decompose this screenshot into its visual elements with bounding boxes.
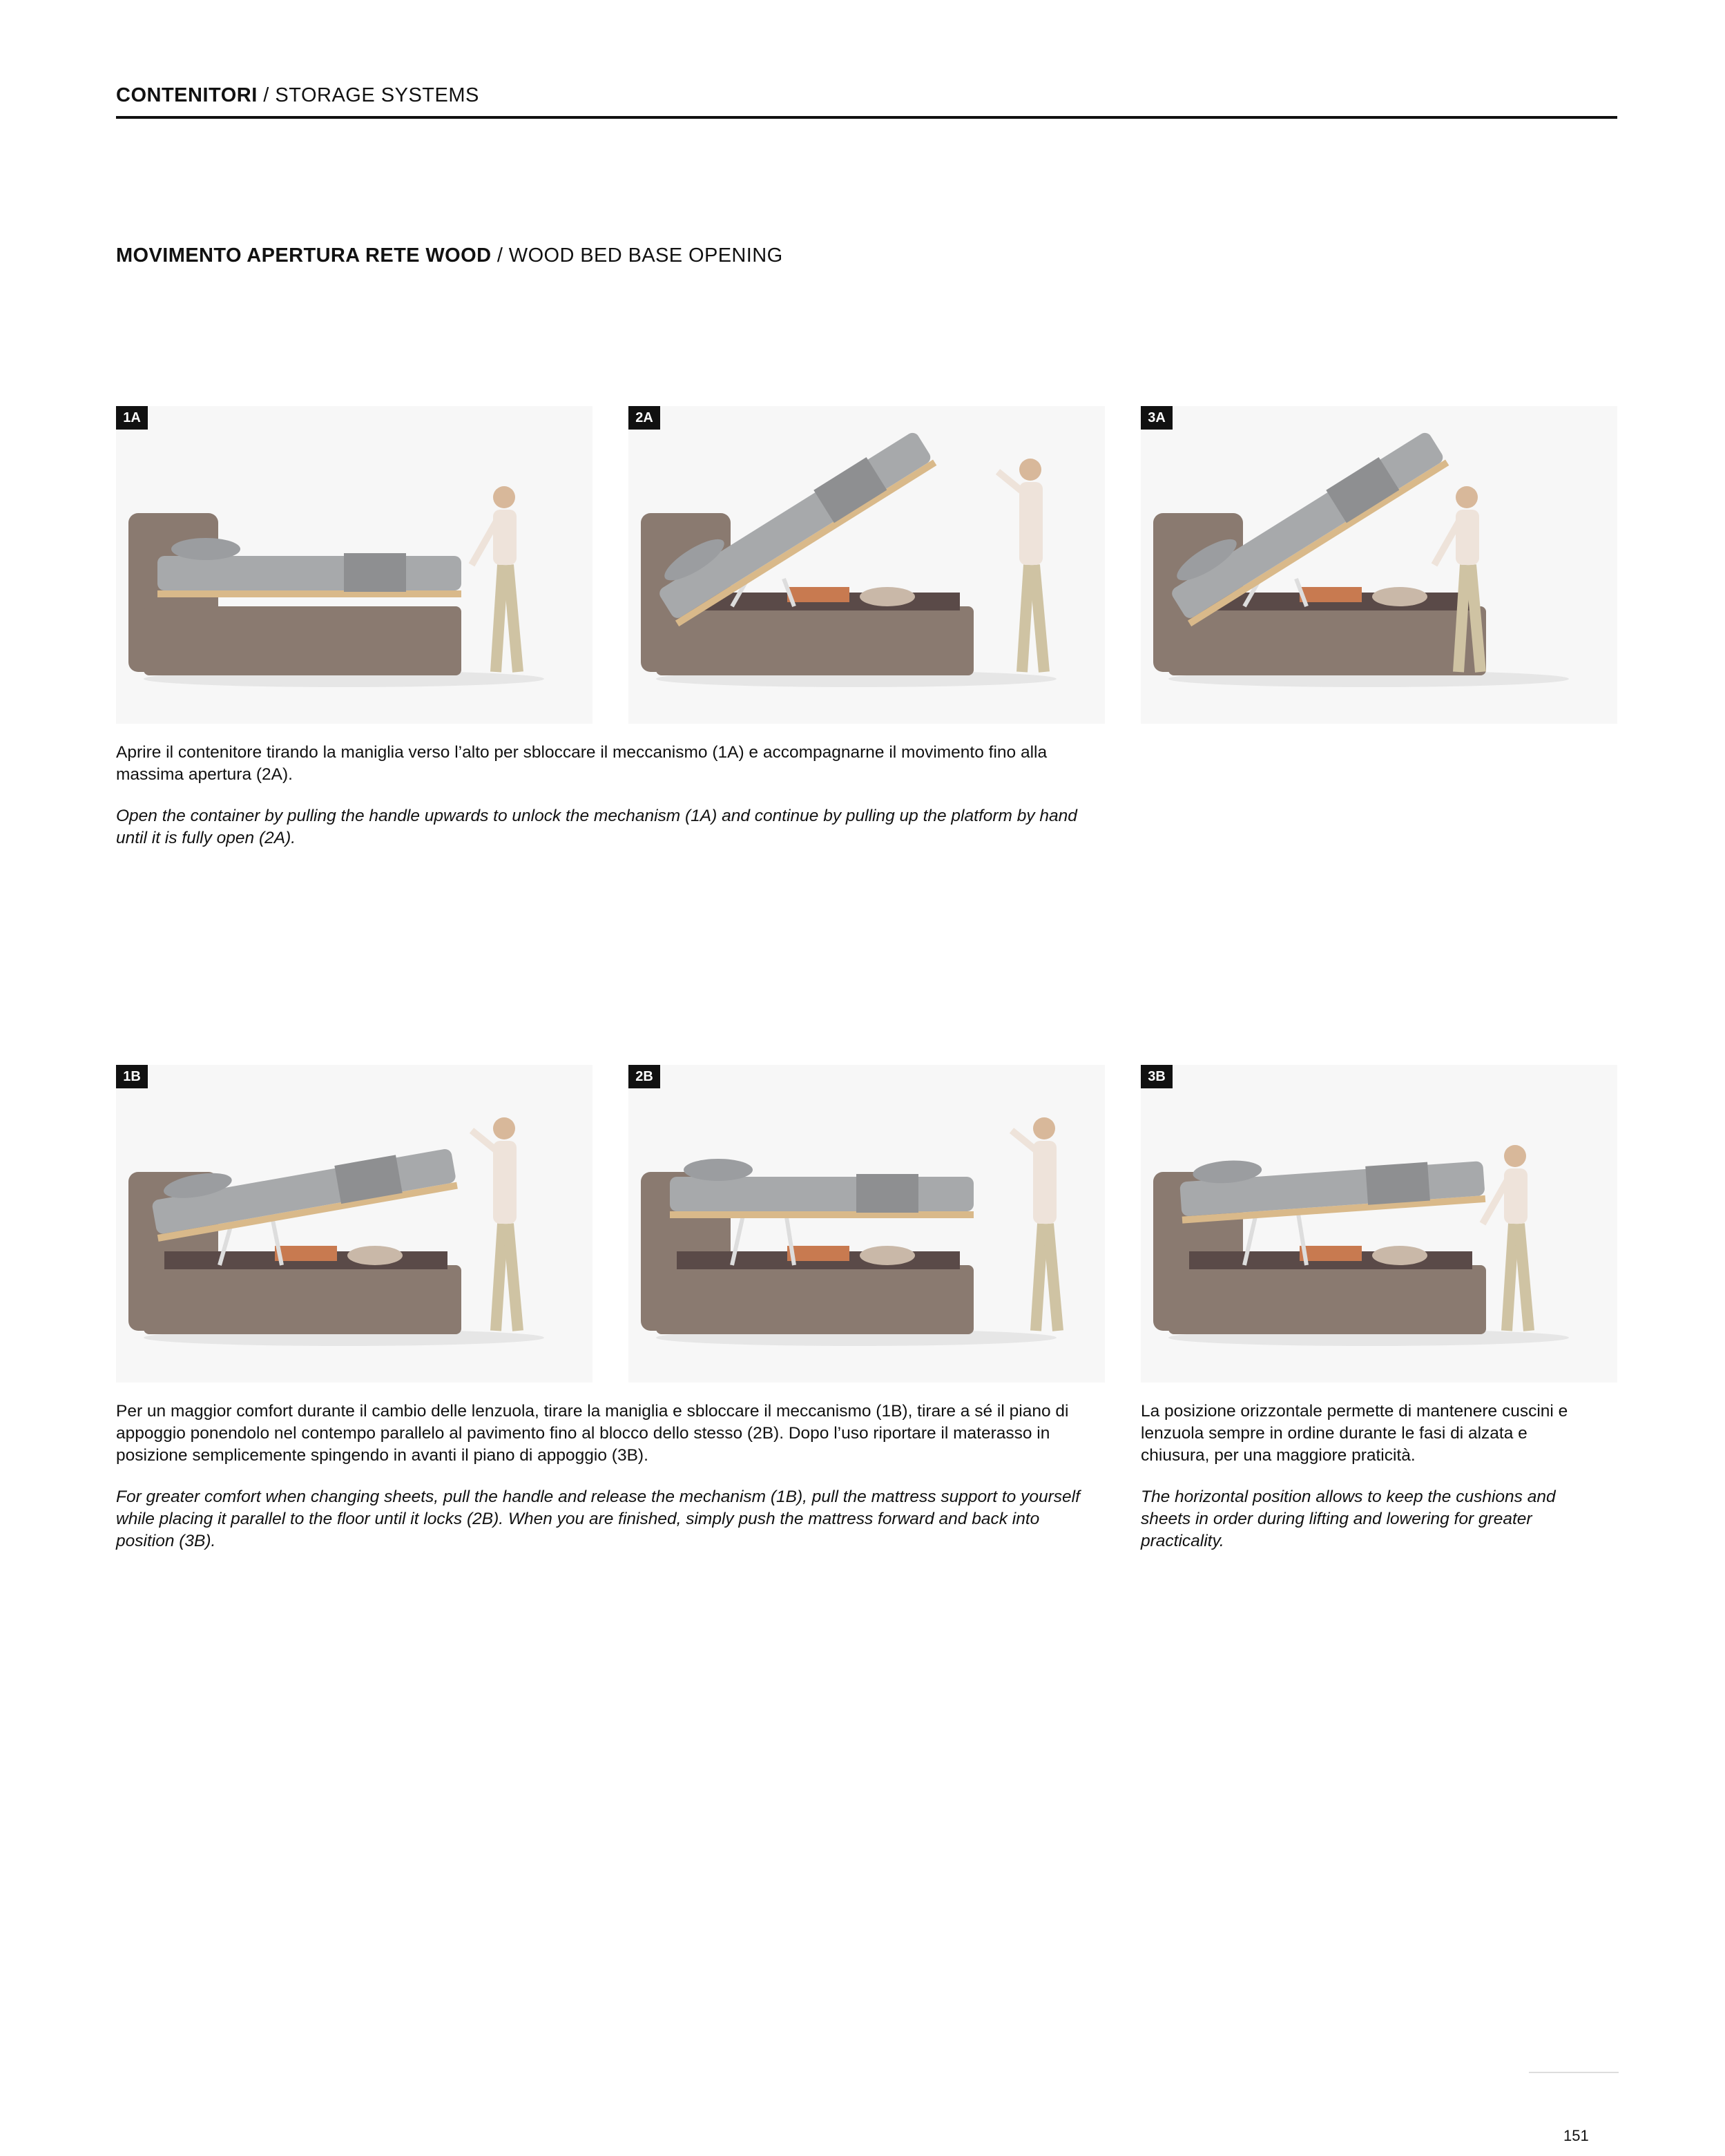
bed-base — [144, 1265, 461, 1334]
storage-pillow — [347, 1246, 403, 1265]
storage-pillow — [860, 1246, 915, 1265]
person-leg — [508, 565, 518, 672]
step-badge: 1A — [116, 406, 148, 430]
person-arm — [1012, 1130, 1037, 1151]
photo-3a — [1141, 406, 1617, 724]
photo-2b — [628, 1065, 1105, 1383]
person-figure — [998, 459, 1044, 672]
storage-box — [1300, 587, 1362, 602]
storage-box — [787, 1246, 849, 1261]
person-torso — [493, 1141, 517, 1224]
person-leg — [508, 1224, 518, 1331]
storage-pillow — [1372, 1246, 1427, 1265]
bed-illustration — [628, 406, 1105, 724]
step-badge: 2B — [628, 1065, 660, 1088]
bed-illustration — [1141, 406, 1617, 724]
step-badge: 3B — [1141, 1065, 1173, 1088]
photo-1b — [116, 1065, 592, 1383]
footer-rule — [1529, 2072, 1619, 2073]
mattress-platform — [148, 1130, 458, 1242]
person-torso — [1504, 1168, 1528, 1224]
text-a-english: Open the container by pulling the handle upwards to unlock the mechanism (1A) and continue by pulling up the platform by hand until it is fully open (2A). — [116, 807, 1077, 847]
storage-box — [1300, 1246, 1362, 1261]
step-badge: 3A — [1141, 406, 1173, 430]
mattress — [670, 1177, 974, 1211]
person-leg — [1036, 1224, 1043, 1331]
bed-illustration — [116, 406, 592, 724]
text-c-english: The horizontal position allows to keep the cushions and sheets in order during lifting and lowering for greater practicality. — [1141, 1488, 1556, 1550]
text-a-italian: Aprire il contenitore tirando la maniglia verso l’alto per sbloccare il meccanismo (1A) e accompagnarne il movimento fino alla massima apertura (2A). — [116, 743, 1048, 784]
person-torso — [1033, 1141, 1057, 1224]
mattress-platform — [157, 538, 461, 597]
step-badge: 1B — [116, 1065, 148, 1088]
storage-pillow — [1372, 587, 1427, 606]
person-leg — [1034, 565, 1044, 672]
text-c-italian: La posizione orizzontale permette di mantenere cuscini e lenzuola sempre in ordine durante le fasi di alzata e chiusura, per una maggiore praticità. — [1141, 1402, 1568, 1465]
person-arm — [998, 472, 1023, 492]
storage-box — [275, 1246, 337, 1261]
person-figure — [1012, 1117, 1058, 1331]
person-head — [493, 1117, 515, 1139]
person-head — [1019, 459, 1041, 481]
person-leg — [496, 1224, 503, 1331]
pillow — [171, 538, 240, 560]
bed-base — [1168, 1265, 1486, 1334]
step-badge: 2A — [628, 406, 660, 430]
text-b-italian: Per un maggior comfort durante il cambio delle lenzuola, tirare la maniglia e sbloccare il meccanismo (1B), tirare a sé il piano di appoggio ponendolo nel contempo parallelo al pavimento fino al blocco dello stesso (2B). Dopo l’uso riportare il materasso in posizione semplicemente spingendo in avanti il piano di appoggio (3B). — [116, 1402, 1069, 1465]
wood-slat-base — [670, 1211, 974, 1218]
person-head — [1504, 1145, 1526, 1167]
person-leg — [1458, 565, 1465, 672]
bed-illustration — [116, 1065, 592, 1383]
throw-blanket — [344, 553, 406, 592]
page-header — [116, 81, 1617, 109]
person-figure — [472, 486, 518, 672]
text-b-english: For greater comfort when changing sheets, pull the handle and release the mechanism (1B), pull the mattress support to yourself while placing it parallel to the floor until it locks (2B). When you are finished, simply push the mattress forward and back into position (3B). — [116, 1488, 1080, 1550]
mattress — [157, 556, 461, 590]
person-leg — [1048, 1224, 1058, 1331]
bed-base — [656, 606, 974, 675]
person-head — [493, 486, 515, 508]
pillow — [684, 1159, 753, 1181]
person-head — [1456, 486, 1478, 508]
person-leg — [1519, 1224, 1529, 1331]
person-head — [1033, 1117, 1055, 1139]
person-leg — [1022, 565, 1029, 672]
mattress-platform — [1178, 1143, 1485, 1223]
person-torso — [1456, 510, 1479, 565]
person-figure — [1483, 1145, 1529, 1331]
bed-base — [1168, 606, 1486, 675]
storage-pillow — [860, 587, 915, 606]
bed-base — [656, 1265, 974, 1334]
person-arm — [472, 1130, 497, 1151]
photo-2a — [628, 406, 1105, 724]
storage-box — [787, 587, 849, 602]
header-rule — [116, 116, 1617, 119]
page-number: 151 — [1563, 2127, 1589, 2144]
person-leg — [1507, 1224, 1514, 1331]
mattress-platform — [670, 1159, 974, 1218]
bed-illustration — [628, 1065, 1105, 1383]
photo-1a — [116, 406, 592, 724]
bed-base — [144, 606, 461, 675]
header-text: CONTENITORI / STORAGE SYSTEMS — [116, 84, 479, 106]
person-figure — [472, 1117, 518, 1331]
wood-slat-base — [157, 590, 461, 597]
person-torso — [1019, 482, 1043, 565]
bed-illustration — [1141, 1065, 1617, 1383]
section-title: MOVIMENTO APERTURA RETE WOOD / WOOD BED BASE OPENING — [116, 244, 783, 267]
throw-blanket — [1365, 1162, 1430, 1205]
person-torso — [493, 510, 517, 565]
throw-blanket — [856, 1174, 918, 1213]
person-leg — [496, 565, 503, 672]
photo-3b — [1141, 1065, 1617, 1383]
